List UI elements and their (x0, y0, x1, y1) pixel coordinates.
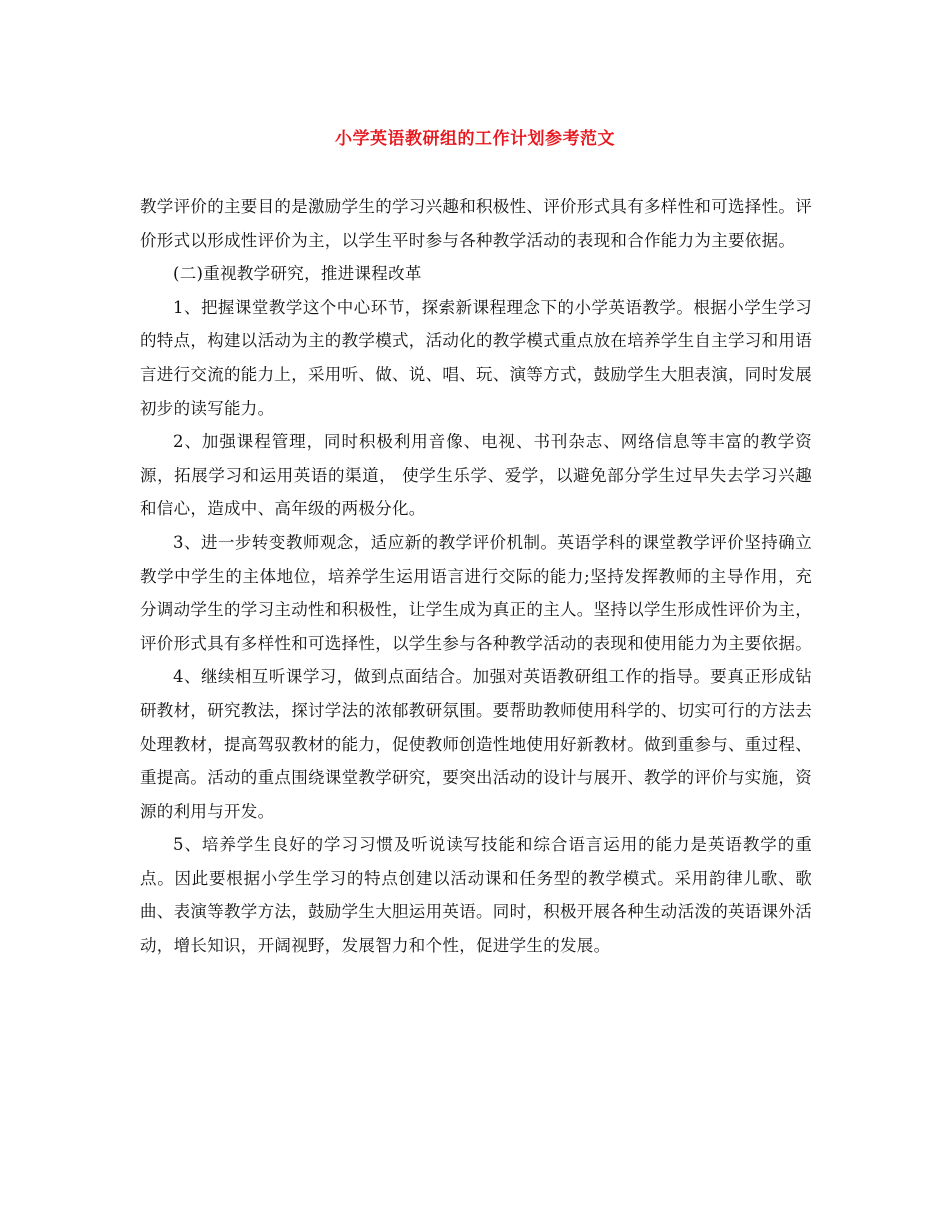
paragraph-item-1: 1、把握课堂教学这个中心环节，探索新课程理念下的小学英语教学。根据小学生学习的特点，构建以活动为主的教学模式，活动化的教学模式重点放在培养学生自主学习和用语言进行交流的能力上，采用听、做、说、唱、玩、演等方式，鼓励学生大胆表演，同时发展初步的读写能力。 (140, 297, 812, 418)
section-heading-research: (二)重视教学研究，推进课程改革 (173, 264, 422, 284)
paragraph-item-5: 5、培养学生良好的学习习惯及听说读写技能和综合语言运用的能力是英语教学的重点。因此要根据小学生学习的特点创建以活动课和任务型的教学模式。采用韵律儿歌、歌曲、表演等教学方法，鼓励学生大胆运用英语。同时，积极开展各种生动活泼的英语课外活动，增长知识，开阔视野，发展智力和个性，促进学生的发展。 (140, 835, 812, 956)
paragraph-item-3: 3、进一步转变教师观念，适应新的教学评价机制。英语学科的课堂教学评价坚持确立教学中学生的主体地位，培养学生运用语言进行交际的能力;坚持发挥教师的主导作用，充分调动学生的学习主动性和积极性，让学生成为真正的主人。坚持以学生形成性评价为主，评价形式具有多样性和可选择性，以学生参与各种教学活动的表现和使用能力为主要依据。 (140, 532, 812, 653)
document-body (140, 190, 812, 963)
paragraph-item-2: 2、加强课程管理，同时积极利用音像、电视、书刊杂志、网络信息等丰富的教学资源，拓展学习和运用英语的渠道， 使学生乐学、爱学，以避免部分学生过早失去学习兴趣和信心，造成中、高年级的两极分化。 (140, 432, 812, 519)
paragraph-evaluation-continuation: 教学评价的主要目的是激励学生的学习兴趣和积极性、评价形式具有多样性和可选择性。评价形式以形成性评价为主，以学生平时参与各种教学活动的表现和合作能力为主要依据。 (140, 197, 812, 250)
paragraph-item-4: 4、继续相互听课学习，做到点面结合。加强对英语教研组工作的指导。要真正形成钻研教材，研究教法，探讨学法的浓郁教研氛围。要帮助教师使用科学的、切实可行的方法去处理教材，提高驾驭教材的能力，促使教师创造性地使用好新教材。做到重参与、重过程、重提高。活动的重点围绕课堂教学研究，要突出活动的设计与展开、教学的评价与实施，资源的利用与开发。 (140, 667, 812, 821)
document-title: 小学英语教研组的工作计划参考范文 (335, 129, 615, 149)
